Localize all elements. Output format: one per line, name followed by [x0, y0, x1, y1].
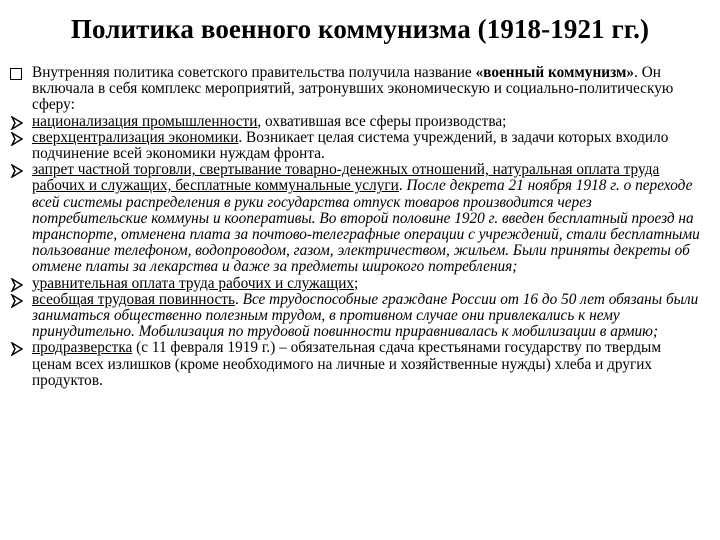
text-run: «военный коммунизм»: [475, 64, 635, 81]
list-item: [10, 65, 700, 114]
list-item: [10, 292, 700, 341]
item-text: [32, 113, 506, 130]
text-run: запрет частной торговли, свертывание товарно-денежных отношений, натуральная оплата труда рабочих и служащих, бесплатные коммунальные услуги: [32, 161, 660, 195]
text-run: , охватившая все сферы производства;: [257, 112, 507, 130]
list-item: [10, 114, 700, 130]
arrow-bullet-icon: [10, 340, 26, 360]
text-run: национализация промышленности: [32, 112, 258, 130]
content-list: [10, 65, 700, 389]
slide-title: Политика военного коммунизма (1918-1921 гг.): [70, 14, 650, 44]
text-run: .: [234, 290, 243, 308]
text-run: Внутренняя политика советского правительства получила название: [32, 64, 476, 81]
arrow-bullet-icon: [10, 292, 26, 312]
text-run: .: [398, 177, 407, 195]
text-run: (с 11 февраля 1919 г.) – обязательная сдача крестьянами государству по твердым ценам всех излишков (кроме необходимого на личные и хозяйственные нужды) хлеба и других продуктов.: [32, 339, 662, 389]
text-run: После декрета 21 ноября 1918 г. о переходе всей системы распределения в руки государства отпуск товаров производится через потребительские коммуны и кооперативы. Во второй половине 1920 г. введен бесплатный проезд на транспорте, отменена плата за почтово-телеграфные операции с учреждений, стали бесплатными пользование телефоном, водопроводом, газом, электричеством, жильем. Были приняты декреты об отмене платы за лекарства и даже за предметы широкого потребления;: [32, 177, 700, 276]
item-text: [32, 161, 700, 275]
item-text: [32, 291, 698, 340]
list-item: [10, 130, 700, 162]
item-text: [32, 275, 358, 292]
list-item: [10, 276, 700, 292]
list-item: [10, 162, 700, 275]
square-bullet-icon: [10, 65, 26, 84]
arrow-bullet-icon: [10, 162, 26, 182]
text-run: . Он включала в себя комплекс мероприятий, затронувших экономическую и социально-политическую сферу:: [32, 64, 674, 114]
item-text: [32, 339, 661, 388]
text-run: уравнительная оплата труда рабочих и служащих: [32, 274, 355, 292]
list-item: [10, 340, 700, 389]
text-run: всеобщая трудовая повинность: [32, 290, 235, 308]
text-run: продразверстка: [32, 339, 133, 357]
text-run: ;: [354, 274, 359, 292]
text-run: Все трудоспособные граждане России от 16 до 50 лет обязаны были заниматься общественно полезным трудом, в противном случае они привлекались к нему принудительно. Мобилизация по трудовой повинности приравнивалась к мобилизации в армию;: [32, 290, 699, 341]
item-text: [32, 64, 673, 113]
text-run: . Возникает целая система учреждений, в задачи которых входило подчинение всей экономики нуждам фронта.: [32, 128, 669, 163]
text-run: сверхцентрализация экономики: [32, 128, 239, 146]
item-text: [32, 129, 668, 162]
arrow-bullet-icon: [10, 130, 26, 150]
